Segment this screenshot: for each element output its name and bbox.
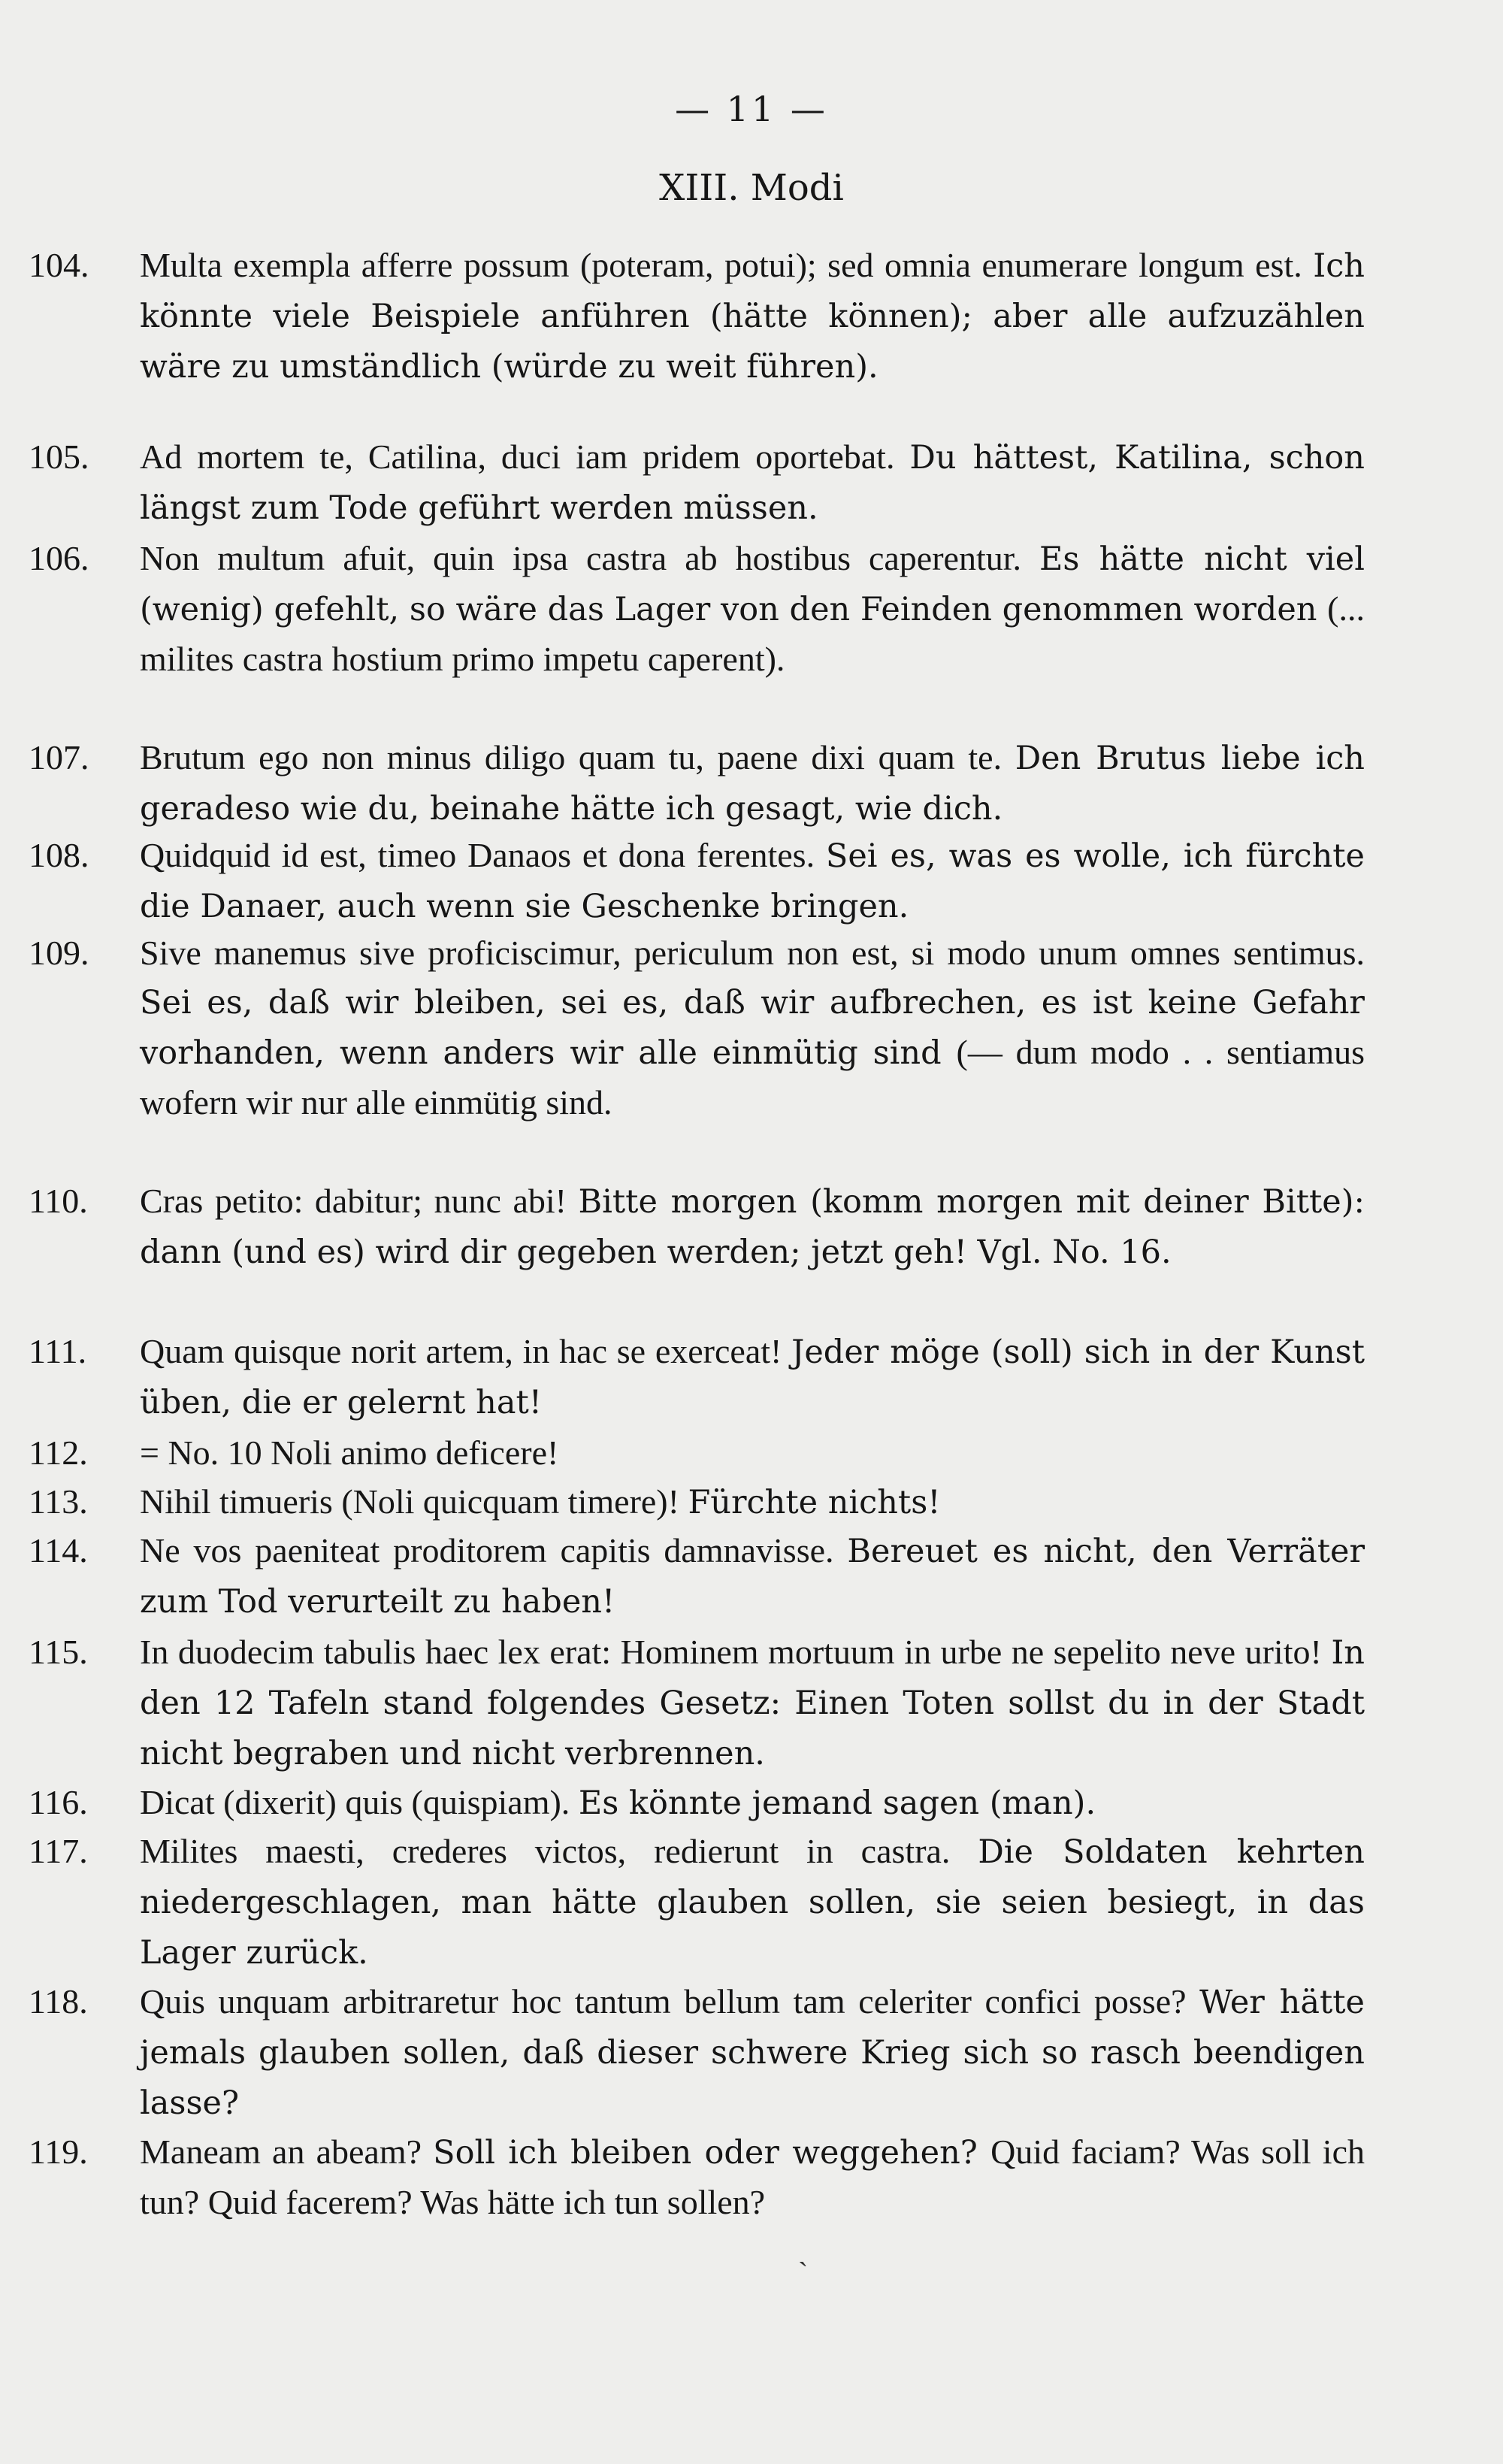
german-translation: Du hättest, Katilina, schon längst zum Tode geführt werden müssen. <box>140 439 1365 527</box>
entry-number: 109. <box>29 934 89 972</box>
german-translation: Wer hätte jemals glauben sollen, daß dieser schwere Krieg sich so rasch beendigen lasse? <box>140 1984 1365 2122</box>
page-number: — 11 — <box>675 89 828 129</box>
german-translation: Es könnte jemand sagen (man). <box>578 1784 1096 1822</box>
latin-sentence: Milites maesti, crederes victos, redierunt in castra. <box>140 1832 978 1870</box>
section-title: XIII. Modi <box>659 167 844 209</box>
german-translation: Bitte morgen (komm morgen mit deiner Bitte): dann (und es) wird dir gegeben werden; jetzt geh! <box>140 1183 1365 1271</box>
latin-sentence: Multa exempla afferre possum (poteram, potui); sed omnia enumerare longum est. <box>140 246 1314 284</box>
german-translation: Den Brutus liebe ich geradeso wie du, beinahe hätte ich gesagt, wie dich. <box>140 740 1365 828</box>
latin-sentence: Nihil timueris (Noli quicquam timere)! <box>140 1482 688 1521</box>
latin-sentence: Sive manemus sive proficiscimur, periculum non est, si modo unum omnes sentimus. <box>140 934 1365 972</box>
entry-number: 116. <box>29 1783 88 1821</box>
entry-text <box>140 1827 1365 1978</box>
latin-sentence: Non multum afuit, quin ipsa castra ab hostibus caperentur. <box>140 539 1039 577</box>
entry-number: 106. <box>29 539 89 577</box>
latin-sentence: Ne vos paeniteat proditorem capitis damnavisse. <box>140 1531 848 1570</box>
entry-number: 114. <box>29 1531 88 1570</box>
entry-text <box>140 2127 1365 2226</box>
entry-number: 113. <box>29 1482 88 1521</box>
german-translation: Ich könnte viele Beispiele anführen (hätte können); aber alle aufzuzählen wäre zu umständlich (würde zu weit führen). <box>140 247 1365 386</box>
entry-number: 111. <box>29 1332 87 1370</box>
entry-text <box>140 432 1365 533</box>
latin-sentence: = No. 10 Noli animo deficere! <box>140 1433 559 1472</box>
entry-text <box>140 1327 1365 1427</box>
german-translation: Sei es, was es wolle, ich fürchte die Danaer, auch wenn sie Geschenke bringen. <box>140 837 1365 925</box>
latin-gloss: (— dum modo . . sentiamus wofern wir nur alle einmütig sind. <box>140 1033 1365 1122</box>
latin-sentence: Quidquid id est, timeo Danaos et dona ferentes. <box>140 836 826 874</box>
latin-sentence: Maneam an abeam? <box>140 2133 434 2171</box>
latin-sentence: Dicat (dixerit) quis (quispiam). <box>140 1783 579 1821</box>
entry-text <box>140 1176 1365 1277</box>
entry-text <box>140 733 1365 834</box>
entry-text <box>140 831 1365 931</box>
entry-number: 115. <box>29 1633 88 1671</box>
german-translation: Fürchte nichts! <box>688 1484 941 1521</box>
latin-sentence: Brutum ego non minus diligo quam tu, paene dixi quam te. <box>140 738 1015 776</box>
latin-sentence: Quis unquam arbitraretur hoc tantum bellum tam celeriter confici posse? <box>140 1982 1200 2021</box>
entry-text <box>140 1778 1365 1828</box>
german-translation: Jeder möge (soll) sich in der Kunst üben, die er gelernt hat! <box>140 1333 1365 1421</box>
entry-number: 119. <box>29 2133 88 2171</box>
entry-text <box>140 1526 1365 1627</box>
latin-sentence: Cras petito: dabitur; nunc abi! <box>140 1182 579 1220</box>
entry-text <box>140 1977 1365 2128</box>
entry-text <box>140 1428 1365 1477</box>
entry-text <box>140 241 1365 392</box>
entry-number: 117. <box>29 1832 88 1870</box>
latin-gloss: (... milites castra hostium primo impetu caperent). <box>140 589 1365 678</box>
german-translation: Bereuet es nicht, den Verräter zum Tod verurteilt zu haben! <box>140 1533 1365 1621</box>
german-translation: Sei es, daß wir bleiben, sei es, daß wir aufbrechen, es ist keine Gefahr vorhanden, wenn anders wir alle einmütig sind <box>140 984 1365 1072</box>
latin-sentence: Quam quisque norit artem, in hac se exerceat! <box>140 1332 792 1370</box>
latin-sentence: Ad mortem te, Catilina, duci iam pridem oportebat. <box>140 437 910 476</box>
entry-text <box>140 1477 1365 1527</box>
entry-text <box>140 534 1365 683</box>
cross-reference: Vgl. No. 16. <box>977 1234 1172 1271</box>
german-translation: Soll ich bleiben oder weggehen? <box>433 2134 991 2172</box>
entry-text <box>140 1627 1365 1778</box>
entry-number: 108. <box>29 836 89 874</box>
entry-number: 112. <box>29 1433 88 1472</box>
stray-ink-mark: ` <box>798 2256 809 2290</box>
latin-sentence: In duodecim tabulis haec lex erat: Hominem mortuum in urbe ne sepelito neve urito! <box>140 1633 1332 1671</box>
entry-number: 104. <box>29 246 89 284</box>
entry-number: 105. <box>29 437 89 476</box>
entry-number: 110. <box>29 1182 88 1220</box>
entry-text <box>140 928 1365 1127</box>
entry-number: 107. <box>29 738 89 776</box>
entry-number: 118. <box>29 1982 88 2021</box>
german-translation: Es hätte nicht viel (wenig) gefehlt, so wäre das Lager von den Feinden genommen worden <box>140 540 1365 628</box>
german-translation: Die Soldaten kehrten niedergeschlagen, man hätte glauben sollen, sie seien besiegt, in das Lager zurück. <box>140 1833 1365 1972</box>
german-translation: In den 12 Tafeln stand folgendes Gesetz: Einen Toten sollst du in der Stadt nicht begraben und nicht verbrennen. <box>140 1634 1365 1772</box>
latin-gloss: Quid faciam? Was soll ich tun? Quid facerem? Was hätte ich tun sollen? <box>140 2133 1365 2221</box>
